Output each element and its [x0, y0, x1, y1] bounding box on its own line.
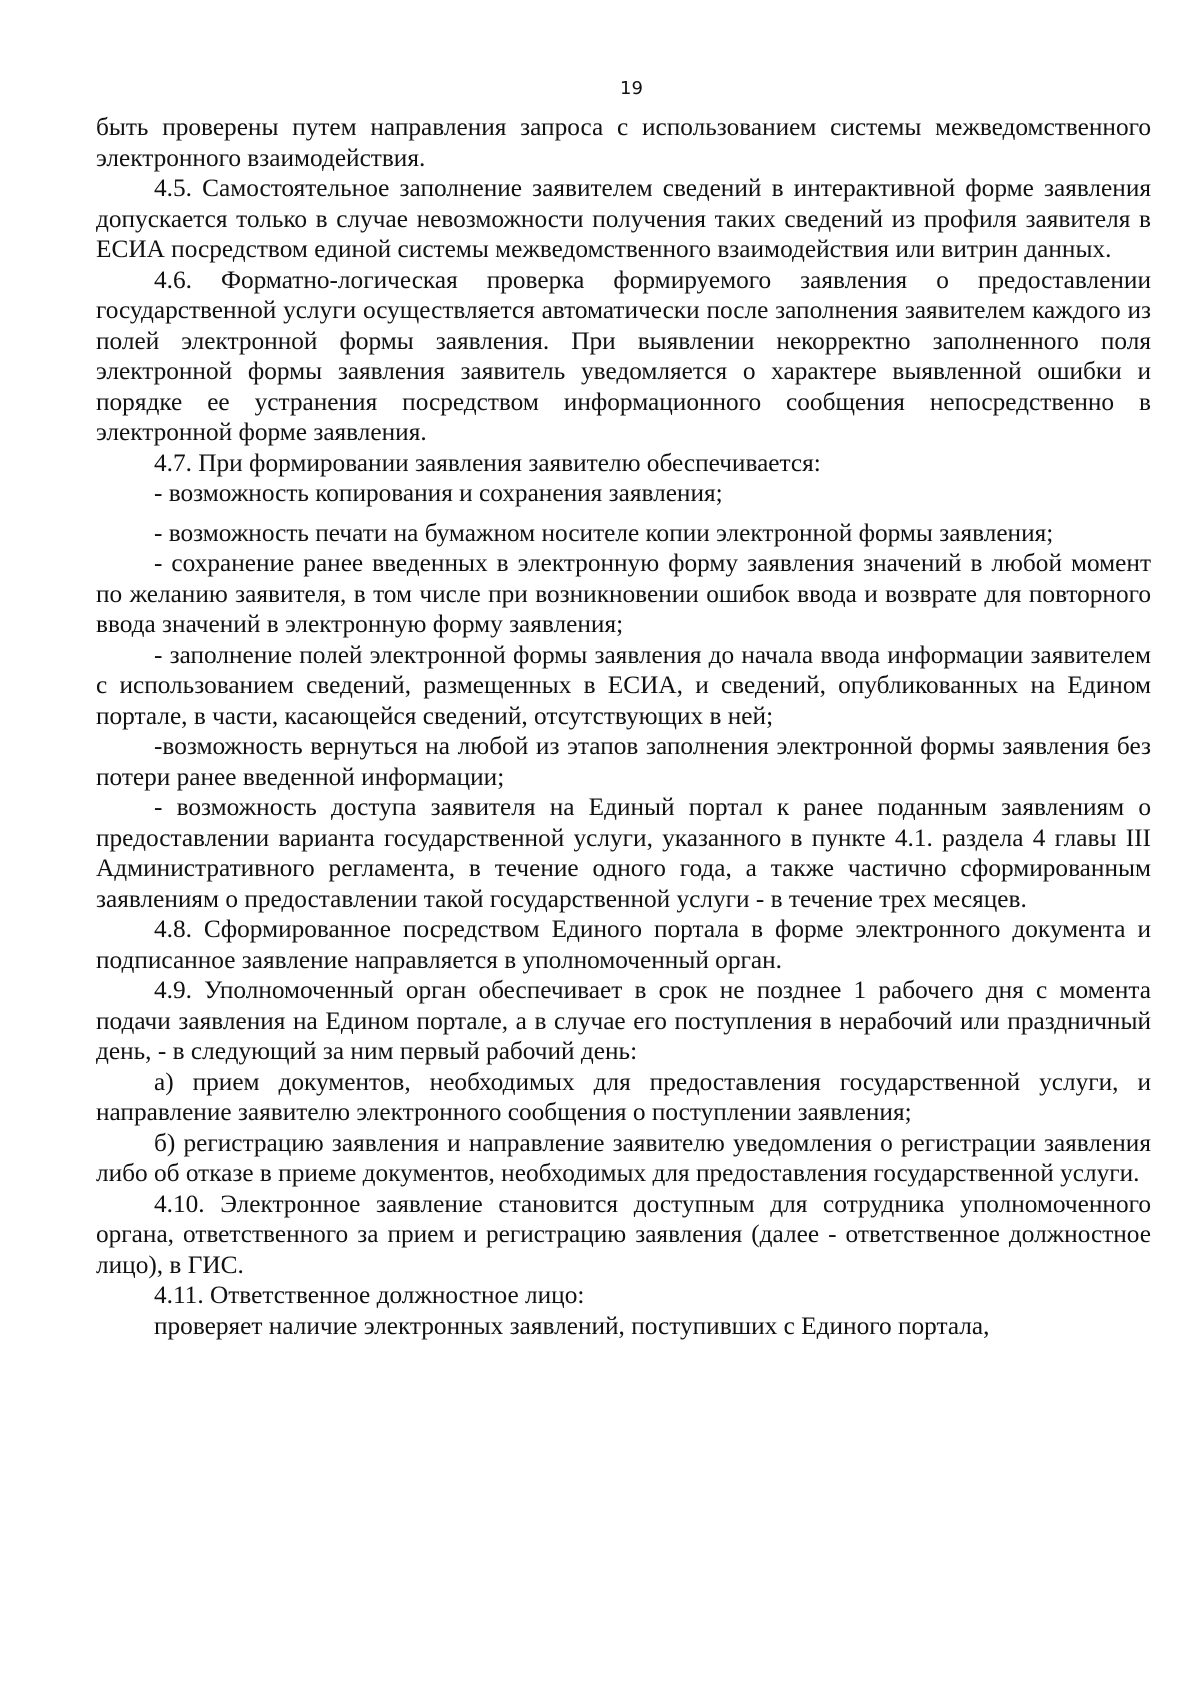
paragraph-4-7: 4.7. При формировании заявления заявителю обеспечивается:	[154, 448, 821, 477]
paragraph-4-8: 4.8. Сформированное посредством Единого портала в форме электронного документа и подписанное заявление направляется в уполномоченный орган.	[96, 915, 1151, 974]
paragraph: быть проверены путем направления запроса с использованием системы межведомственного электронного взаимодействия.	[96, 113, 1151, 172]
list-item: -возможность вернуться на любой из этапов заполнения электронной формы заявления без потери ранее введенной информации;	[96, 732, 1151, 791]
document-body	[96, 112, 1151, 1341]
page-number: 19	[620, 78, 643, 99]
paragraph-4-9: 4.9. Уполномоченный орган обеспечивает в срок не позднее 1 рабочего дня с момента подачи заявления на Едином портале, а в случае его поступления в нерабочий или праздничный день, - в следующий за ним первый рабочий день:	[96, 976, 1151, 1065]
list-item: - возможность печати на бумажном носителе копии электронной формы заявления;	[154, 518, 1054, 547]
list-item: - возможность копирования и сохранения заявления;	[154, 479, 723, 507]
list-item: а) прием документов, необходимых для предоставления государственной услуги, и направление заявителю электронного сообщения о поступлении заявления;	[96, 1067, 1151, 1126]
list-item: - заполнение полей электронной формы заявления до начала ввода информации заявителем с использованием сведений, размещенных в ЕСИА, и сведений, опубликованных на Едином портале, в части, касающейся сведений, отсутствующих в ней;	[96, 640, 1151, 730]
list-item: б) регистрацию заявления и направление заявителю уведомления о регистрации заявления либо об отказе в приеме документов, необходимых для предоставления государственной услуги.	[96, 1128, 1151, 1187]
list-item: - возможность доступа заявителя на Единый портал к ранее поданным заявлениям о предоставлении варианта государственной услуги, указанного в пункте 4.1. раздела 4 главы III Административного регламента, в течение одного года, а также частично сформированным заявлениям о предоставлении такой государственной услуги - в течение трех месяцев.	[96, 793, 1151, 913]
paragraph-4-10: 4.10. Электронное заявление становится доступным для сотрудника уполномоченного органа, ответственного за прием и регистрацию заявления (далее - ответственное должностное лицо), в ГИС.	[96, 1189, 1151, 1279]
paragraph: проверяет наличие электронных заявлений, поступивших с Единого портала,	[154, 1311, 990, 1340]
paragraph-4-6: 4.6. Форматно-логическая проверка формируемого заявления о предоставлении государственной услуги осуществляется автоматически после заполнения заявителем каждого из полей электронной формы заявления. При выявлении некорректно заполненного поля электронной формы заявления заявитель уведомляется о характере выявленной ошибки и порядке ее устранения посредством информационного сообщения непосредственно в электронной форме заявления.	[96, 265, 1151, 446]
list-item: - сохранение ранее введенных в электронную форму заявления значений в любой момент по желанию заявителя, в том числе при возникновении ошибок ввода и возврате для повторного ввода значений в электронную форму заявления;	[96, 549, 1151, 638]
paragraph-4-11: 4.11. Ответственное должностное лицо:	[154, 1281, 585, 1309]
paragraph-4-5: 4.5. Самостоятельное заполнение заявителем сведений в интерактивной форме заявления допускается только в случае невозможности получения таких сведений из профиля заявителя в ЕСИА посредством единой системы межведомственного взаимодействия или витрин данных.	[96, 174, 1151, 263]
